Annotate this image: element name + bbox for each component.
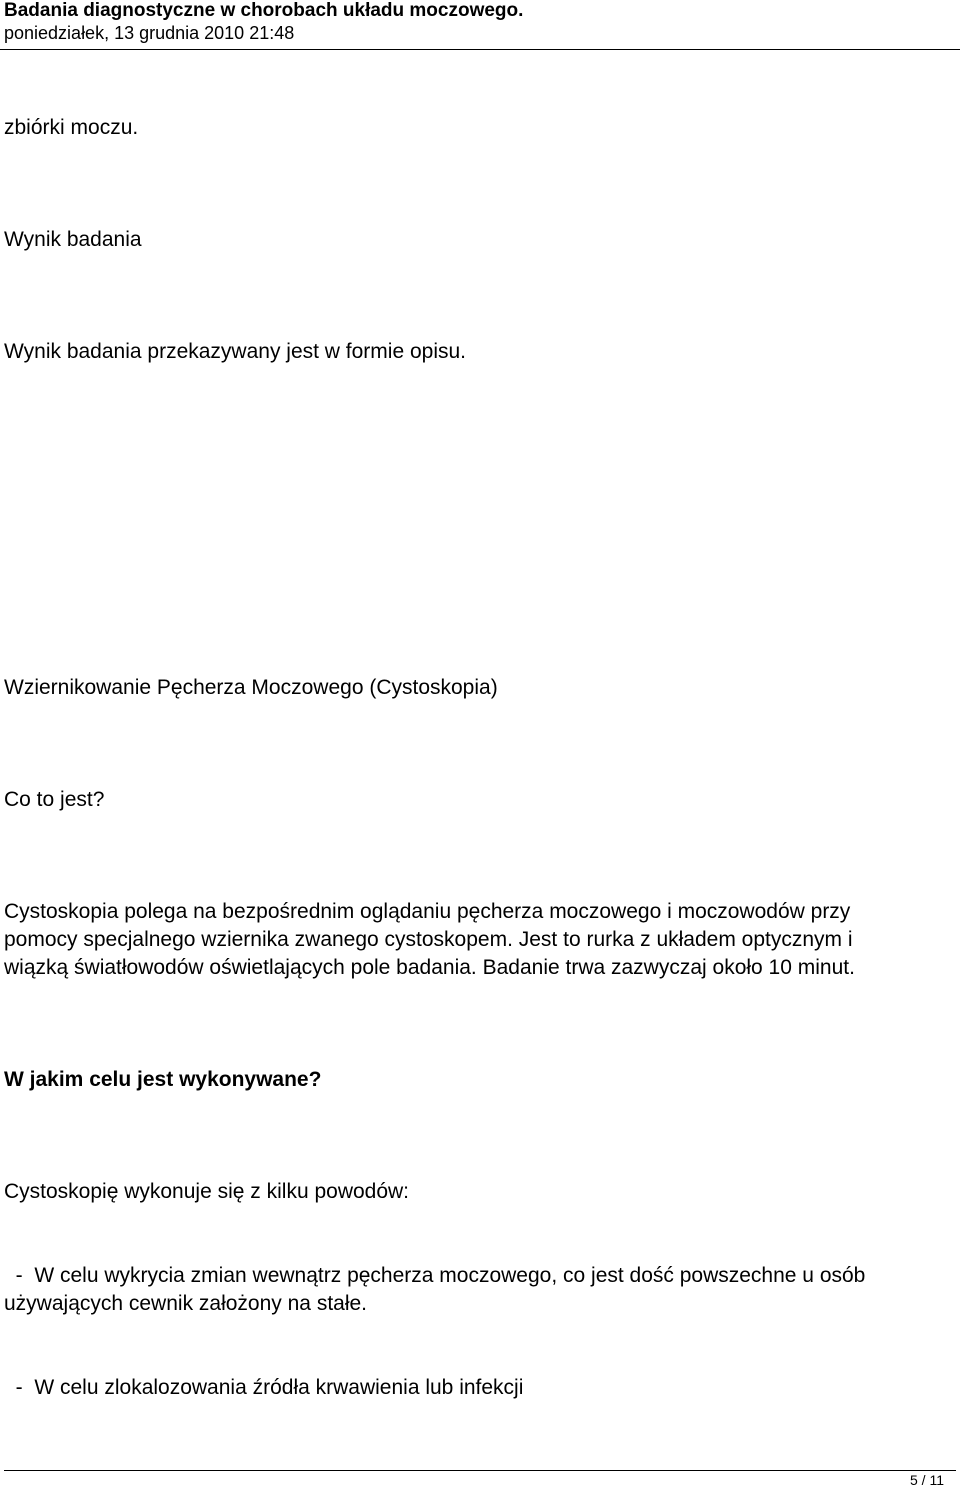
what-text-line-3: wiązką światłowodów oświetlających pole badania. Badanie trwa zazwyczaj około 10 minut.: [4, 956, 855, 979]
header-divider: [0, 49, 960, 50]
list-item-2: - W celu zlokalozowania źródła krwawienia lub infekcji: [4, 1376, 524, 1399]
publish-date: poniedziałek, 13 grudnia 2010 21:48: [4, 23, 295, 43]
result-text: Wynik badania przekazywany jest w formie opisu.: [4, 340, 467, 363]
text-line: zbiórki moczu.: [4, 116, 139, 139]
purpose-intro: Cystoskopię wykonuje się z kilku powodów:: [4, 1180, 410, 1203]
page-number: 5 / 11: [910, 1472, 944, 1488]
section-heading-cystoscopy: Wziernikowanie Pęcherza Moczowego (Cystoskopia): [4, 676, 498, 699]
what-text-line-1: Cystoskopia polega na bezpośrednim oglądaniu pęcherza moczowego i moczowodów przy: [4, 900, 851, 923]
section-heading-purpose: W jakim celu jest wykonywane?: [4, 1068, 322, 1091]
what-text-line-2: pomocy specjalnego wziernika zwanego cystoskopem. Jest to rurka z układem optycznym i: [4, 928, 853, 951]
footer-divider: [4, 1470, 956, 1471]
page-title: Badania diagnostyczne w chorobach układu moczowego.: [4, 0, 524, 21]
list-item-1-line-1: - W celu wykrycia zmian wewnątrz pęcherza moczowego, co jest dość powszechne u osób: [4, 1264, 866, 1287]
section-heading-result: Wynik badania: [4, 228, 142, 251]
list-item-1-line-2: używających cewnik założony na stałe.: [4, 1292, 368, 1315]
section-heading-what: Co to jest?: [4, 788, 105, 811]
